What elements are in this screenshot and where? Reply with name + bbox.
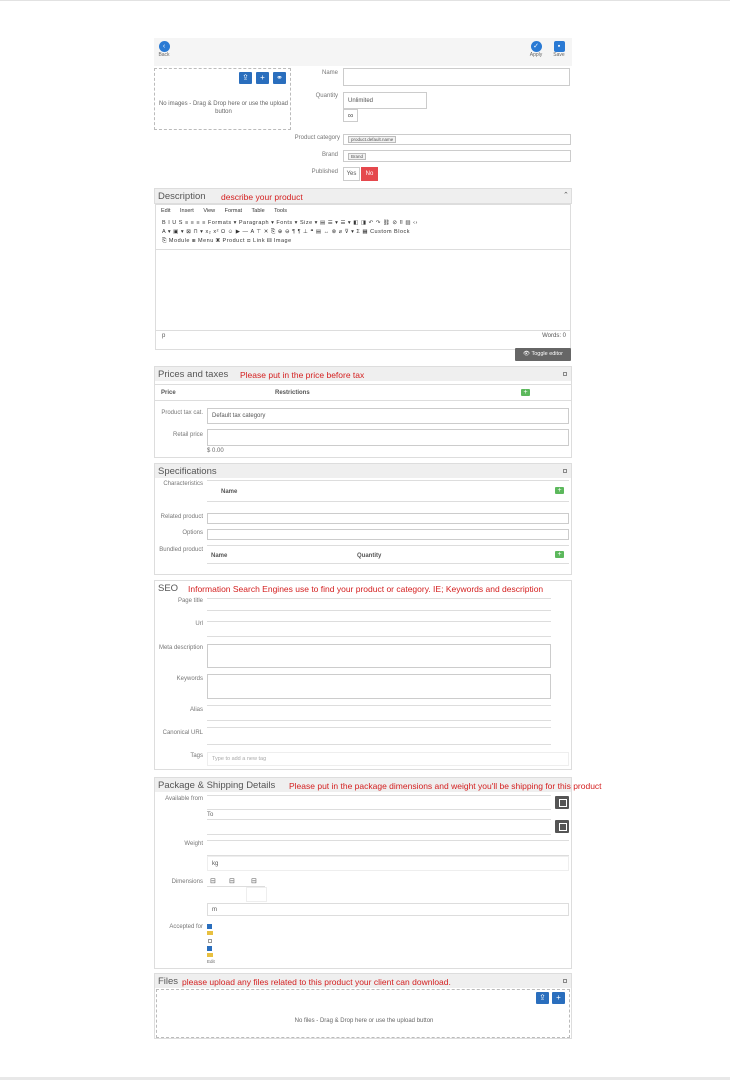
- menu-view[interactable]: View: [203, 208, 216, 214]
- folder-icon: [207, 931, 213, 935]
- weight-input[interactable]: [207, 840, 569, 856]
- weight-unit: kg: [207, 856, 569, 871]
- prices-panel: [154, 366, 572, 458]
- length-icon[interactable]: ⊟: [210, 878, 216, 885]
- calendar-icon[interactable]: [555, 796, 569, 809]
- editor-toolbar-row1[interactable]: B I U S ≡ ≡ ≡ ≡ Formats ▾ Paragraph ▾ Fonts ▾ Size ▾ ▤ ☰ ▾ ☰ ▾ ◧ ◨ ↶ ↷ ⛓ ⊘ ⌷ ▨ ‹›: [162, 220, 418, 226]
- action-toolbar: [154, 38, 572, 66]
- check-icon: ✓: [531, 41, 542, 52]
- product-category-select[interactable]: [343, 134, 571, 145]
- apply-button[interactable]: [526, 41, 546, 58]
- prices-note: Please put in the price before tax: [240, 370, 365, 380]
- add-price-button[interactable]: +: [521, 389, 530, 396]
- seo-header: [155, 581, 571, 595]
- description-note: describe your product: [221, 192, 303, 202]
- alias-label: Alias: [189, 707, 203, 713]
- product-category-label: Product category: [294, 135, 340, 141]
- editor-toolbar-row3[interactable]: ⎘ Module ⊞ Menu ▣ Product ⊡ Link ▨ Image: [162, 238, 292, 244]
- published-no-button[interactable]: No: [361, 167, 378, 181]
- accepted-extra-label: Edit: [207, 959, 215, 964]
- image-drop-text-line1: No images - Drag & Drop here or use the upload: [158, 101, 289, 107]
- description-header: [154, 188, 572, 204]
- image-dropzone[interactable]: [154, 68, 291, 130]
- accepted-for-label: Accepted for: [169, 924, 203, 930]
- menu-insert[interactable]: Insert: [180, 208, 194, 214]
- editor-word-count: Words: 0: [542, 333, 566, 339]
- files-header: [155, 974, 571, 988]
- retail-price-value: $ 0.00: [207, 448, 224, 454]
- bundle-quantity-header: Quantity: [357, 553, 382, 559]
- published-label: Published: [311, 169, 338, 175]
- url-label: Url: [195, 621, 203, 627]
- options-label: Options: [182, 530, 203, 536]
- package-title: Package & Shipping Details: [158, 780, 276, 791]
- link-icon[interactable]: ⚭: [273, 72, 286, 84]
- add-icon[interactable]: +: [552, 992, 565, 1004]
- package-note: Please put in the package dimensions and weight you'll be shipping for this product: [289, 781, 602, 791]
- collapse-icon[interactable]: [563, 979, 567, 983]
- seo-title: SEO: [158, 583, 179, 594]
- accepted-checkbox-3[interactable]: [207, 946, 212, 951]
- package-header: [155, 778, 602, 792]
- tax-select[interactable]: Default tax category: [207, 408, 569, 424]
- dimensions-icons-row: [207, 875, 265, 887]
- folder-icon: [207, 953, 213, 957]
- product-category-tag[interactable]: product.default.name: [348, 136, 396, 143]
- bundled-product-label: Bundled product: [159, 547, 203, 553]
- available-to-input[interactable]: [207, 819, 551, 835]
- add-characteristic-button[interactable]: +: [555, 487, 564, 494]
- rich-text-editor: [155, 204, 571, 350]
- retail-price-label: Retail price: [172, 432, 203, 438]
- back-button[interactable]: [157, 41, 171, 58]
- bundle-name-header: Name: [211, 553, 228, 559]
- height-icon[interactable]: ⊟: [251, 878, 257, 885]
- available-from-label: Available from: [165, 796, 203, 802]
- unlimited-toggle-icon[interactable]: ∞: [343, 109, 358, 122]
- characteristics-label: Characteristics: [163, 481, 203, 487]
- tags-label: Tags: [190, 753, 203, 759]
- meta-description-label: Meta description: [158, 645, 203, 651]
- bundled-products-table: [207, 545, 569, 564]
- tax-label: Product tax cat.: [161, 410, 203, 416]
- seo-panel: [154, 580, 572, 770]
- files-note: please upload any files related to this product your client can download.: [182, 977, 451, 987]
- specifications-panel: [154, 463, 572, 575]
- to-label: To: [207, 812, 214, 818]
- apply-label: Apply: [529, 52, 543, 58]
- collapse-icon[interactable]: [563, 372, 567, 376]
- editor-toolbar-row2[interactable]: A ▾ ▣ ▾ ⊠ ⊓ ▾ x₂ x² Ω ☺ ▶ — A ⊤ ✕ ⎘ ⊕ ⊖ ¶ ¶ ⊥ ❝ ▤ ↔ ⊗ ⌀ ⊽ ▾ Σ ▦ Custom Block: [162, 229, 411, 235]
- dimension-input[interactable]: [246, 887, 267, 902]
- add-icon[interactable]: +: [256, 72, 269, 84]
- prices-title: Prices and taxes: [158, 369, 229, 380]
- name-label: Name: [321, 70, 338, 76]
- characteristics-name-header: Name: [221, 489, 238, 495]
- menu-format[interactable]: Format: [224, 208, 243, 214]
- toggle-editor-button[interactable]: [515, 348, 571, 361]
- quantity-input[interactable]: Unlimited: [343, 92, 427, 109]
- image-drop-text-line2: button: [215, 109, 232, 115]
- related-product-input[interactable]: [207, 513, 569, 524]
- keywords-label: Keywords: [176, 676, 203, 682]
- description-title: Description: [158, 191, 206, 202]
- editor-menubar: [161, 208, 295, 214]
- calendar-icon[interactable]: [555, 820, 569, 833]
- price-column-header: Price: [161, 390, 176, 396]
- available-from-input[interactable]: [207, 795, 551, 810]
- brand-select[interactable]: [343, 150, 571, 162]
- name-input[interactable]: [343, 68, 570, 86]
- url-input[interactable]: [207, 621, 551, 637]
- specifications-title: Specifications: [158, 466, 217, 477]
- canonical-url-label: Canonical URL: [162, 730, 203, 736]
- description-panel: [154, 188, 572, 362]
- menu-edit[interactable]: Edit: [161, 208, 171, 214]
- prices-header: [155, 367, 571, 381]
- eye-icon: 👁: [523, 351, 532, 357]
- back-arrow-icon: ‹: [159, 41, 170, 52]
- image-drop-text: [155, 100, 292, 116]
- menu-tools[interactable]: Tools: [274, 208, 287, 214]
- alias-input[interactable]: [207, 705, 551, 721]
- published-yes-button[interactable]: Yes: [343, 167, 360, 181]
- accepted-checkbox-1[interactable]: [207, 924, 212, 929]
- retail-price-input[interactable]: [207, 429, 569, 446]
- meta-description-textarea[interactable]: [207, 644, 551, 668]
- back-label: Back: [158, 52, 170, 58]
- toggle-editor-label: Toggle editor: [531, 351, 563, 357]
- quantity-label: Quantity: [315, 93, 338, 99]
- save-label: Save: [553, 52, 565, 58]
- add-bundle-button[interactable]: +: [555, 551, 564, 558]
- dimensions-label: Dimensions: [171, 879, 203, 885]
- width-icon[interactable]: ⊟: [229, 878, 235, 885]
- related-product-label: Related product: [160, 514, 203, 520]
- canonical-url-input[interactable]: [207, 727, 551, 745]
- upload-icon[interactable]: ⇪: [536, 992, 549, 1004]
- upload-icon[interactable]: ⇪: [239, 72, 252, 84]
- collapse-icon[interactable]: ⌃: [563, 192, 569, 199]
- characteristics-table: [207, 480, 569, 502]
- prices-table-header: [155, 384, 571, 401]
- page-title-label: Page title: [177, 598, 203, 604]
- brand-tag[interactable]: Brand: [348, 153, 366, 160]
- dimension-unit: m: [207, 903, 569, 916]
- editor-content-area[interactable]: [156, 249, 570, 331]
- top-border: [0, 0, 730, 1]
- seo-note: Information Search Engines use to find your product or category. IE; Keywords and description: [188, 584, 544, 594]
- files-drop-text: No files - Drag & Drop here or use the upload button: [294, 1018, 434, 1024]
- collapse-icon[interactable]: [563, 469, 567, 473]
- save-icon: ▪: [554, 41, 565, 52]
- keywords-textarea[interactable]: [207, 674, 551, 699]
- package-panel: [154, 777, 602, 969]
- files-dropzone[interactable]: [156, 989, 570, 1038]
- page-title-input[interactable]: [207, 598, 551, 611]
- accepted-checkbox-2[interactable]: [208, 939, 212, 943]
- files-panel: [154, 973, 572, 1039]
- files-title: Files: [158, 976, 179, 987]
- tags-input[interactable]: Type to add a new tag: [207, 752, 569, 766]
- options-input[interactable]: [207, 529, 569, 540]
- specifications-header: [155, 464, 571, 478]
- menu-table[interactable]: Table: [251, 208, 265, 214]
- weight-label: Weight: [184, 841, 203, 847]
- brand-label: Brand: [321, 152, 338, 158]
- editor-statusbar-path: p: [162, 333, 166, 339]
- save-button[interactable]: [550, 41, 568, 58]
- restrictions-column-header: Restrictions: [275, 390, 310, 396]
